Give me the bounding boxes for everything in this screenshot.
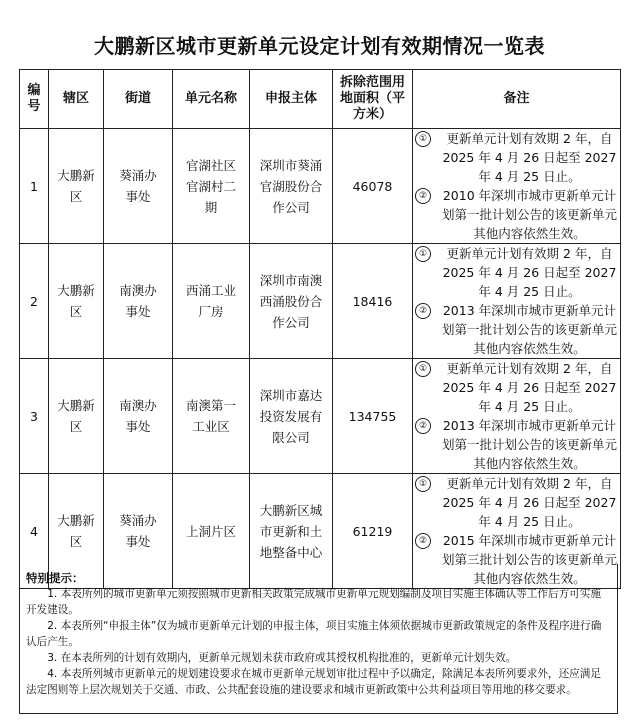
table-row [20, 244, 621, 359]
cell-unit-name: 上洞片区 [173, 474, 250, 589]
note-item: 2. 本表所列“申报主体”仅为城市更新单元计划的申报主体，项目实施主体须依据城市更新政策规定的条件及程序进行确认后产生。 [26, 620, 602, 648]
cell-applicant: 深圳市葵涌官湖股份合作公司 [250, 129, 333, 244]
plan-table [19, 69, 621, 589]
note-item: 4. 本表所列城市更新单元的规划建设要求在城市更新单元规划审批过程中予以确定，除满足本表所列要求外，还应满足法定图则等上层次规划关于交通、市政、公共配套设施的建设要求和城市更新政策中公共利益项目等用地的移交要求。 [26, 668, 601, 696]
circled-number-2: ② [415, 188, 431, 204]
cell-applicant: 深圳市南澳西涌股份合作公司 [250, 244, 333, 359]
remark-text: 2010 年深圳市城市更新单元计划第一批计划公告的该更新单元其他内容依然生效。 [441, 188, 617, 241]
header-unit-name: 单元名称 [173, 70, 250, 129]
header-area: 拆除范围用地面积（平方米） [333, 70, 413, 129]
header-applicant: 申报主体 [250, 70, 333, 129]
cell-street: 南澳办事处 [104, 359, 173, 474]
notes-heading: 特别提示： [26, 571, 84, 585]
header-no: 编号 [20, 70, 49, 129]
special-notes [19, 564, 618, 714]
cell-no: 2 [20, 244, 49, 359]
table-header-row [20, 70, 621, 129]
cell-district: 大鹏新区 [49, 244, 104, 359]
header-district: 辖区 [49, 70, 104, 129]
cell-applicant: 大鹏新区城市更新和土地整备中心 [250, 474, 333, 589]
remark-text: 更新单元计划有效期 2 年，自 2025 年 4 月 26 日起至 2027 年 4 月 25 日止。 [442, 246, 617, 299]
header-street: 街道 [104, 70, 173, 129]
remark-text: 更新单元计划有效期 2 年，自 2025 年 4 月 26 日起至 2027 年 4 月 25 日止。 [442, 476, 617, 529]
cell-street: 葵涌办事处 [104, 474, 173, 589]
cell-area: 134755 [333, 359, 413, 474]
remark-text: 2013 年深圳市城市更新单元计划第一批计划公告的该更新单元其他内容依然生效。 [441, 303, 617, 356]
cell-no: 3 [20, 359, 49, 474]
circled-number-1: ① [415, 131, 431, 147]
cell-unit-name: 西涌工业厂房 [173, 244, 250, 359]
page-title: 大鹏新区城市更新单元设定计划有效期情况一览表 [94, 34, 545, 58]
cell-unit-name: 官湖社区官湖村二期 [173, 129, 250, 244]
cell-remarks [413, 244, 621, 359]
cell-district: 大鹏新区 [49, 359, 104, 474]
cell-street: 南澳办事处 [104, 244, 173, 359]
remark-text: 更新单元计划有效期 2 年，自 2025 年 4 月 26 日起至 2027 年 4 月 25 日止。 [442, 361, 617, 414]
remark-text: 2013 年深圳市城市更新单元计划第一批计划公告的该更新单元其他内容依然生效。 [441, 418, 617, 471]
cell-district: 大鹏新区 [49, 474, 104, 589]
remark-text: 2015 年深圳市城市更新单元计划第三批计划公告的该更新单元其他内容依然生效。 [441, 533, 617, 586]
header-remarks: 备注 [413, 70, 621, 129]
remark-text: 更新单元计划有效期 2 年，自 2025 年 4 月 26 日起至 2027 年 4 月 25 日止。 [442, 131, 617, 184]
cell-no: 1 [20, 129, 49, 244]
note-item: 3. 在本表所列的计划有效期内，更新单元规划未获市政府或其授权机构批准的，更新单元计划失效。 [47, 652, 517, 664]
cell-area: 18416 [333, 244, 413, 359]
cell-no: 4 [20, 474, 49, 589]
note-item: 1. 本表所列的城市更新单元须按照城市更新相关政策完成城市更新单元规划编制及项目实施主体确认等工作后方可实施开发建设。 [26, 588, 601, 616]
circled-number-1: ① [415, 476, 431, 492]
cell-area: 46078 [333, 129, 413, 244]
cell-unit-name: 南澳第一工业区 [173, 359, 250, 474]
table-row [20, 129, 621, 244]
cell-applicant: 深圳市嘉达投资发展有限公司 [250, 359, 333, 474]
cell-district: 大鹏新区 [49, 129, 104, 244]
table-row [20, 359, 621, 474]
circled-number-1: ① [415, 361, 431, 377]
circled-number-2: ② [415, 303, 431, 319]
cell-area: 61219 [333, 474, 413, 589]
circled-number-1: ① [415, 246, 431, 262]
cell-remarks [413, 359, 621, 474]
circled-number-2: ② [415, 418, 431, 434]
cell-remarks [413, 129, 621, 244]
circled-number-2: ② [415, 533, 431, 549]
cell-street: 葵涌办事处 [104, 129, 173, 244]
